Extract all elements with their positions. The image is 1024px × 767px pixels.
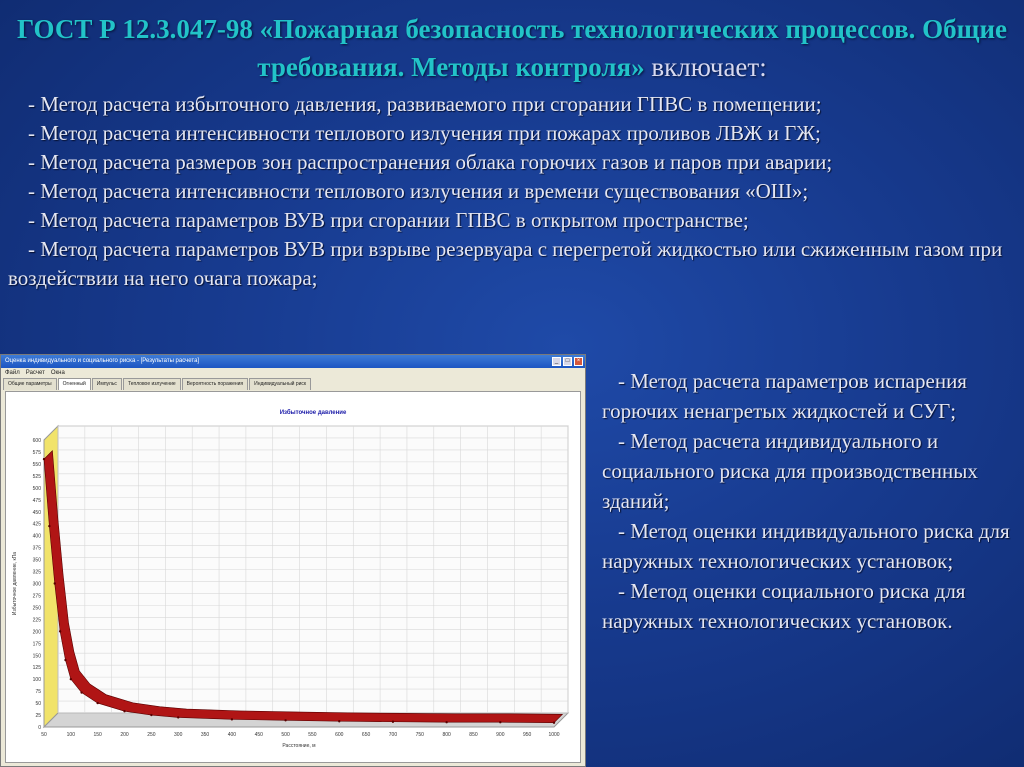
maximize-icon[interactable]: □ [563,357,572,366]
y-tick-label: 125 [32,665,41,672]
menu-calc[interactable]: Расчет [25,370,45,376]
y-tick-label: 275 [32,593,41,600]
tab-probability[interactable]: Вероятность поражения [182,378,248,390]
x-tick-label: 600 [335,732,344,738]
list-item: - Метод расчета параметров ВУВ при сгорании ГПВС в открытом пространстве; [28,208,749,232]
data-point [96,702,98,704]
data-point [553,721,555,723]
x-tick-label: 400 [227,732,237,738]
list-item: - Метод расчета индивидуального и социального риска для производственных зданий; [602,429,978,513]
y-tick-label: 425 [32,521,41,528]
data-point [338,720,340,722]
window-controls [552,357,583,366]
tab-risk[interactable]: Индивидуальный риск [249,378,311,390]
x-tick-label: 950 [522,732,532,738]
x-tick-label: 300 [174,732,183,738]
x-tick-label: 350 [200,732,210,738]
window-title: Оценка индивидуального и социального риска - [Результаты расчета] [5,358,200,364]
y-tick-label: 175 [32,641,41,648]
tab-thermal[interactable]: Тепловое излучение [123,378,181,390]
data-point [80,691,82,693]
pressure-chart [6,392,580,762]
data-point [43,458,45,460]
y-tick-label: 450 [32,509,41,516]
list-item: - Метод расчета интенсивности теплового излучения и времени существования «ОШ»; [28,179,809,203]
y-axis-label: Избыточное давление, кПа [12,551,18,616]
tab-general[interactable]: Общие параметры [3,378,57,390]
y-tick-label: 0 [38,725,41,731]
data-point [392,721,394,723]
y-tick-label: 75 [35,689,41,696]
x-tick-label: 850 [469,732,478,738]
y-tick-label: 550 [32,461,41,468]
slide-title [12,10,1012,86]
window-menubar [1,368,585,378]
menu-windows[interactable]: Окна [50,370,65,376]
x-axis-label: Расстояние, м [282,743,316,749]
x-tick-label: 100 [66,732,76,738]
y-tick-label: 575 [32,449,41,456]
window-tabs [1,378,585,390]
x-tick-label: 900 [496,732,505,738]
list-item: - Метод расчета размеров зон распространения облака горючих газов и паров при аварии; [28,150,833,174]
title-tail: включает: [644,52,767,82]
x-tick-label: 50 [41,732,47,738]
window-titlebar [1,355,585,368]
data-point [177,716,179,718]
x-tick-label: 1000 [548,732,560,738]
data-point [64,659,66,661]
list-item: - Метод расчета избыточного давления, развиваемого при сгорании ГПВС в помещении; [28,92,822,116]
x-tick-label: 700 [388,732,398,738]
data-point [54,582,56,584]
y-tick-label: 150 [32,653,41,660]
chart-panel [5,391,581,763]
list-item: - Метод оценки социального риска для наружных технологических установок. [602,579,966,633]
tab-impulse[interactable]: Импульс [92,378,122,390]
x-tick-label: 500 [281,732,290,738]
methods-list-top [8,90,1014,293]
y-tick-label: 225 [32,617,41,624]
x-tick-label: 550 [308,732,317,738]
data-point [70,678,72,680]
data-point [284,719,286,721]
y-tick-label: 100 [32,677,41,684]
y-tick-label: 325 [32,569,41,576]
data-point [445,721,447,723]
title-main: ГОСТ Р 12.3.047-98 «Пожарная безопасность технологических процессов. Общие требования. Методы контроля» [16,14,1008,82]
data-point [59,630,61,632]
x-tick-label: 250 [147,732,156,738]
chart-title: Избыточное давление [279,410,347,416]
x-tick-label: 750 [415,732,424,738]
y-tick-label: 500 [32,485,41,492]
x-tick-label: 200 [120,732,129,738]
data-point [48,525,50,527]
list-item: - Метод расчета параметров испарения горючих ненагретых жидкостей и СУГ; [602,369,967,423]
data-point [123,710,125,712]
y-tick-label: 525 [32,473,41,480]
x-tick-label: 450 [254,732,263,738]
minimize-icon[interactable]: _ [552,357,561,366]
y-tick-label: 300 [32,581,41,588]
y-tick-label: 50 [35,701,41,708]
y-tick-label: 375 [32,545,41,552]
menu-file[interactable]: Файл [5,370,20,376]
x-tick-label: 150 [93,732,102,738]
tab-fire[interactable]: Огненный [58,378,91,390]
y-tick-label: 475 [32,497,41,504]
methods-list-side [602,366,1018,636]
close-icon[interactable]: × [574,357,583,366]
data-point [499,721,501,723]
y-tick-label: 25 [35,713,41,720]
list-item: - Метод расчета параметров ВУВ при взрыве резервуара с перегретой жидкостью или сжиженным газом при воздействии на него очага пожара; [8,237,1003,290]
y-tick-label: 400 [32,533,41,540]
y-tick-label: 600 [32,438,41,444]
y-tick-label: 200 [32,629,41,636]
data-point [150,714,152,716]
y-tick-label: 250 [32,605,41,612]
list-item: - Метод оценки индивидуального риска для наружных технологических установок; [602,519,1010,573]
app-window-screenshot [0,354,586,767]
x-tick-label: 650 [361,732,371,738]
y-tick-label: 350 [32,557,41,564]
list-item: - Метод расчета интенсивности теплового излучения при пожарах проливов ЛВЖ и ГЖ; [28,121,821,145]
x-tick-label: 800 [442,732,451,738]
data-point [231,718,233,720]
